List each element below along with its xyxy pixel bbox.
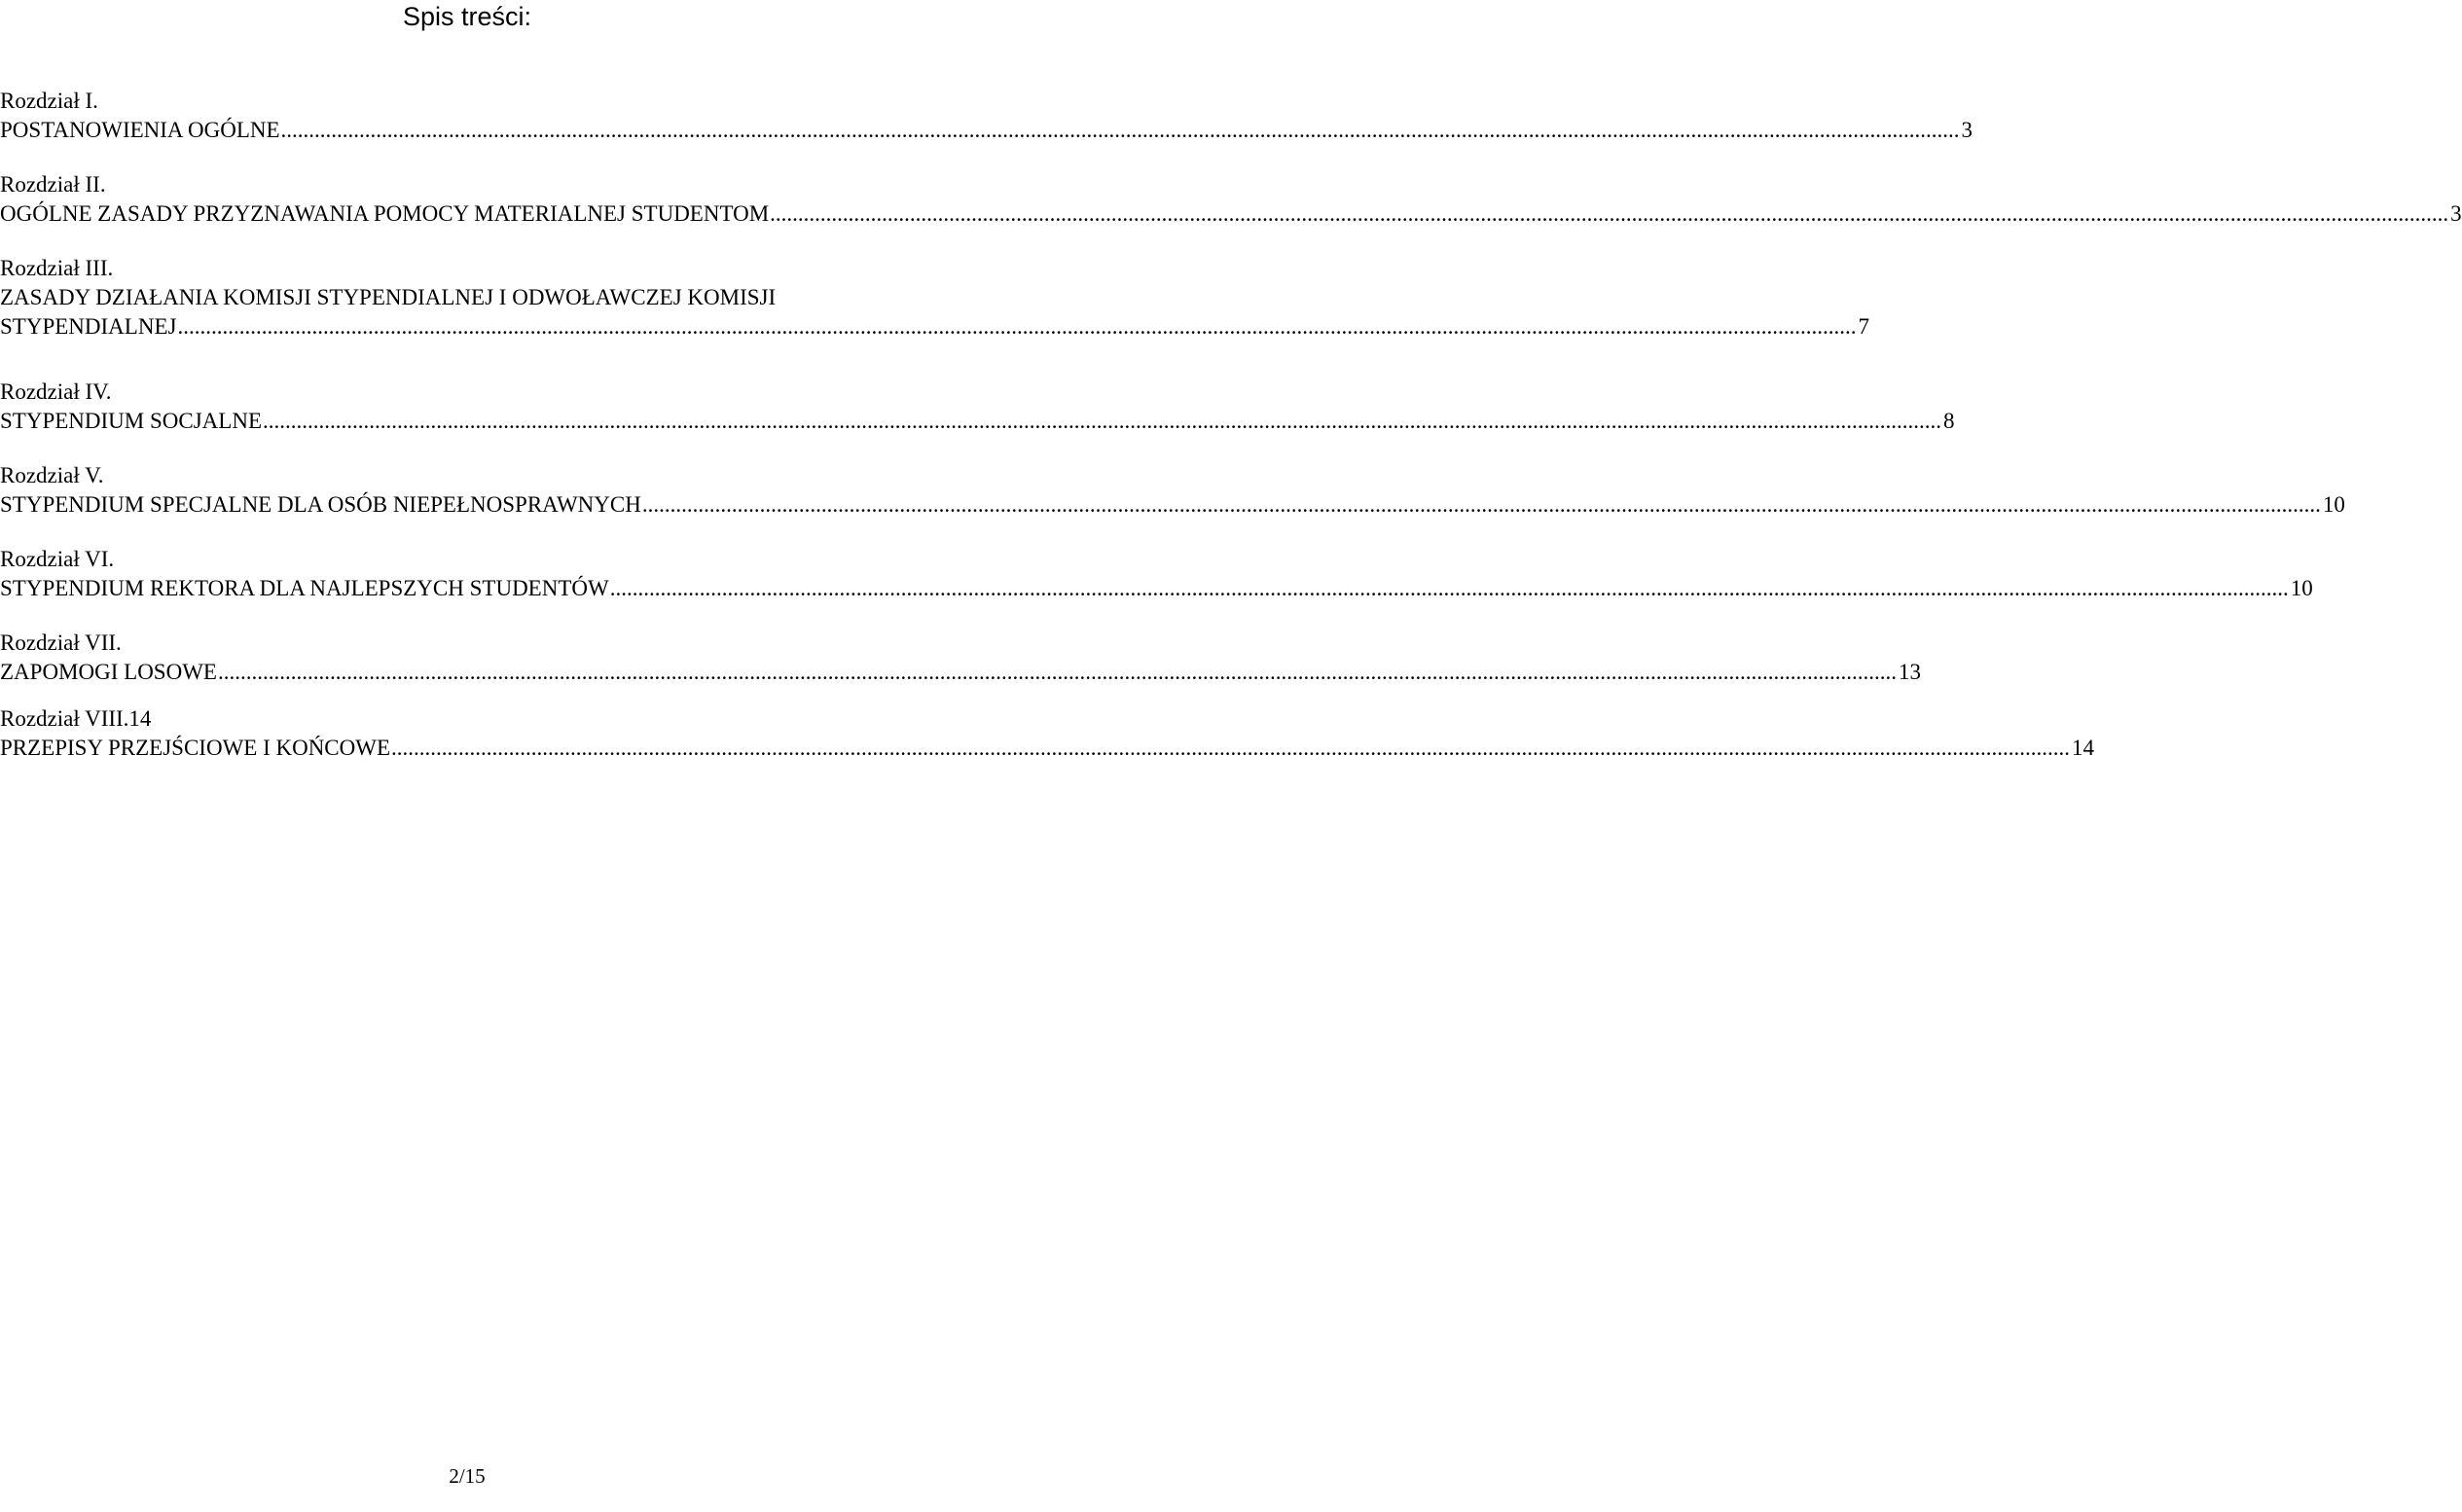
toc-chapter-label: Rozdział I. (0, 89, 98, 113)
toc-entry-title-line: ZASADY DZIAŁANIA KOMISJI STYPENDIALNEJ I ODWOŁAWCZEJ KOMISJI (0, 285, 777, 309)
toc-entry-7[interactable] (0, 629, 1921, 704)
dot-leader: ............................................................................................................................................................................................................................................................................................................ (177, 314, 1857, 339)
toc-page-number: 3 (2450, 201, 2462, 226)
toc-entry-2[interactable] (0, 170, 2462, 254)
toc-chapter-label: Rozdział IV. (0, 379, 112, 404)
toc-entry-line[interactable] (0, 407, 1955, 436)
toc-chapter-label: Rozdział III. (0, 256, 114, 280)
toc-title: Spis treści: (402, 2, 532, 31)
dot-leader: ............................................................................................................................................................................................................................................................................................................ (641, 492, 2321, 517)
toc-chapter-label: Rozdział VI. (0, 547, 115, 571)
toc-entry-title: POSTANOWIENIA OGÓLNE (0, 118, 280, 142)
page-number-footer: 2/15 (449, 1464, 486, 1488)
toc-entry-line[interactable] (0, 574, 2313, 603)
toc-chapter-label: Rozdział II. (0, 172, 106, 197)
toc-page-number: 10 (2290, 576, 2313, 600)
toc-entry-line[interactable] (0, 199, 2462, 229)
dot-leader: ............................................................................................................................................................................................................................................................................................................ (609, 576, 2289, 600)
toc-entry-title: STYPENDIUM REKTORA DLA NAJLEPSZYCH STUDENTÓW (0, 576, 609, 600)
dot-leader: ............................................................................................................................................................................................................................................................................................................ (263, 409, 1941, 433)
toc-entry-title: STYPENDIUM SPECJALNE DLA OSÓB NIEPEŁNOSPRAWNYCH (0, 492, 641, 517)
toc-entry-title: PRZEPISY PRZEJŚCIOWE I KOŃCOWE (0, 736, 391, 760)
toc-entry-line[interactable] (0, 312, 1869, 342)
toc-page-number: 3 (1961, 118, 1973, 142)
toc-entry-title: ZAPOMOGI LOSOWE (0, 660, 217, 684)
toc-entry-3[interactable] (0, 254, 1869, 378)
toc-entry-6[interactable] (0, 545, 2313, 629)
toc-entry-title: STYPENDIUM SOCJALNE (0, 409, 262, 433)
dot-leader: ............................................................................................................................................................................................................................................................................................................ (280, 118, 1960, 142)
dot-leader: ............................................................................................................................................................................................................................................................................................................ (391, 736, 2071, 760)
toc-entry-title: OGÓLNE ZASADY PRZYZNAWANIA POMOCY MATERIALNEJ STUDENTOM (0, 201, 770, 226)
toc-entry-4[interactable] (0, 378, 1955, 461)
toc-entry-line[interactable] (0, 116, 1973, 145)
toc-page-number: 7 (1858, 314, 1869, 339)
toc-entry-1[interactable] (0, 87, 1973, 170)
toc-entry-line[interactable] (0, 734, 2095, 763)
toc-entry-5[interactable] (0, 461, 2345, 545)
toc-page-number: 8 (1943, 409, 1955, 433)
dot-leader: ............................................................................................................................................................................................................................................................................................................ (217, 660, 1897, 684)
toc-page-number: 13 (1898, 660, 1921, 684)
toc-entry-line[interactable] (0, 658, 1921, 687)
toc-entry-title: STYPENDIALNEJ (0, 314, 177, 339)
toc-chapter-label: Rozdział VIII.14 (0, 706, 152, 731)
toc-page-number: 10 (2322, 492, 2345, 517)
toc-chapter-label: Rozdział V. (0, 463, 104, 487)
toc-entry-line[interactable] (0, 490, 2345, 520)
table-of-contents (0, 87, 2462, 788)
toc-chapter-label: Rozdział VII. (0, 630, 122, 655)
toc-page-number: 14 (2072, 736, 2095, 760)
toc-entry-8[interactable] (0, 704, 2095, 788)
dot-leader: ............................................................................................................................................................................................................................................................................................................ (770, 201, 2449, 226)
